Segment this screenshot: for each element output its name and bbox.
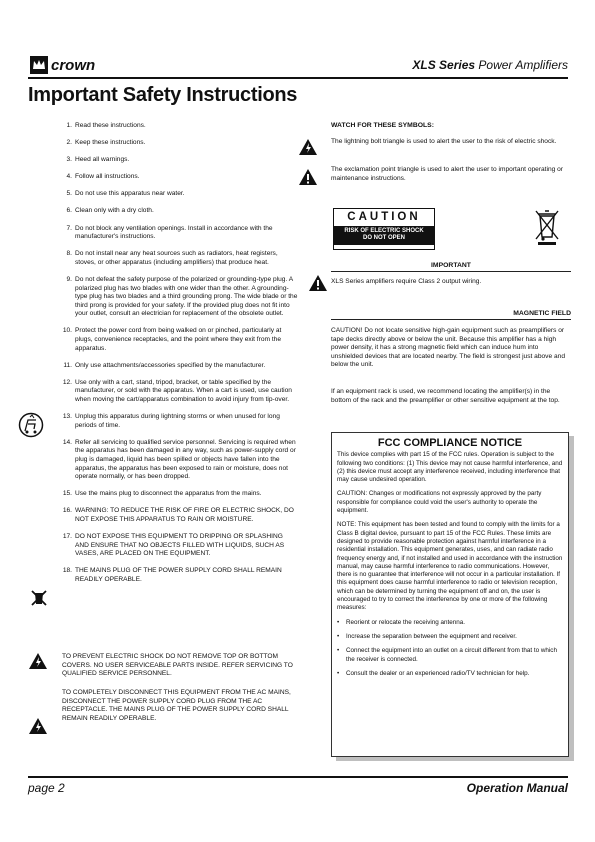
- fcc-bullet-list: [337, 619, 563, 678]
- instruction-number: 1.: [66, 122, 72, 129]
- instruction-item: [62, 122, 298, 131]
- instruction-number: 10.: [62, 327, 72, 335]
- instruction-text: DO NOT EXPOSE THIS EQUIPMENT TO DRIPPING OR SPLASHING AND ENSURE THAT NO OBJECTS FILLED WITH LIQUIDS, SUCH AS VASES, ARE PLACED ON THE EQUIPMENT.: [75, 533, 285, 558]
- instruction-text: Heed all warnings.: [75, 156, 130, 164]
- instruction-item: [62, 379, 298, 405]
- instruction-number: 15.: [62, 490, 72, 498]
- instruction-text: Use only with a cart, stand, tripod, bracket, or table specified by the manufacturer, or sold with the apparatus. When a cart is used, use caution when moving the cart/apparatus combination to avoid injury from tip-over.: [75, 378, 292, 403]
- crown-logo: [30, 54, 130, 76]
- important-rule: [331, 271, 571, 272]
- instruction-number: 9.: [66, 275, 72, 283]
- list-item: • Increase the separation between the equipment and receiver.: [337, 632, 517, 640]
- instruction-item: [62, 250, 298, 267]
- instruction-text: Refer all servicing to qualified service personnel. Servicing is required when the apparatus has been damaged in any way, such as power-supply cord or plug is damaged, liquid has been spilled or objects have fallen into the apparatus, the apparatus has been exposed to rain or moisture, does not operate normally, or has been dropped.: [75, 438, 296, 481]
- instruction-number: 3.: [66, 156, 72, 164]
- series-title: XLS Series Power Amplifiers: [412, 58, 568, 72]
- instruction-text: Only use attachments/accessories specified by the manufacturer.: [75, 361, 266, 369]
- manual-name: Operation Manual: [466, 781, 568, 795]
- footer-rule: [28, 776, 568, 778]
- instruction-item: [62, 327, 298, 353]
- instruction-text: Clean only with a dry cloth.: [75, 207, 154, 215]
- header-rule: [28, 77, 568, 79]
- instruction-text: Do not install near any heat sources such as radiators, heat registers, stoves, or other apparatus (including amplifiers) that produce heat.: [75, 250, 278, 266]
- exclamation-triangle-icon: [298, 168, 318, 186]
- fcc-title: FCC COMPLIANCE NOTICE: [377, 437, 523, 449]
- instruction-item: [62, 190, 298, 199]
- instruction-item: [62, 156, 298, 165]
- page-title: Important Safety Instructions: [28, 84, 298, 106]
- lightning-triangle-icon: [298, 138, 318, 156]
- instruction-number: 12.: [62, 378, 72, 386]
- svg-text:crown: crown: [51, 57, 96, 74]
- exclamation-triangle-icon: [308, 274, 328, 292]
- shock-warning: TO PREVENT ELECTRIC SHOCK DO NOT REMOVE TOP OR BOTTOM COVERS. NO USER SERVICEABLE PARTS INSIDE. REFER SERVICING TO QUALIFIED SERVICE PERSONNEL.: [62, 653, 293, 678]
- instruction-number: 4.: [66, 173, 72, 181]
- instruction-item: [62, 207, 298, 216]
- instruction-text: Follow all instructions.: [75, 173, 140, 181]
- instruction-item: [62, 173, 298, 182]
- fcc-paragraph-2: CAUTION: Changes or modifications not expressly approved by the party responsible for compliance could void the user's authority to operate the equipment.: [337, 490, 542, 515]
- instruction-text: Unplug this apparatus during lightning storms or when unused for long periods of time.: [75, 413, 280, 429]
- caution-line-2: DO NOT OPEN: [362, 235, 405, 242]
- list-item: • Reorient or relocate the receiving antenna.: [337, 618, 466, 626]
- list-item: • Consult the dealer or an experienced radio/TV technician for help.: [337, 669, 530, 677]
- instruction-number: 18.: [62, 567, 72, 575]
- instruction-number: 8.: [66, 250, 72, 258]
- instruction-number: 7.: [66, 224, 72, 232]
- magnetic-paragraph-1: CAUTION! Do not locate sensitive high-gain equipment such as preamplifiers or tape decks directly above or below the unit. Because this amplifier has a high power density, it has a strong magnetic field which can induce hum into unshielded devices that are located nearby. The field is strongest just above and below the unit.: [331, 327, 565, 369]
- instruction-number: 14.: [62, 438, 72, 446]
- instruction-number: 2.: [66, 139, 72, 147]
- instruction-number: 11.: [63, 361, 72, 369]
- instruction-item: [62, 225, 298, 242]
- magnetic-rule: [331, 319, 571, 320]
- caution-label: [333, 208, 435, 250]
- caution-title: CAUTION: [347, 211, 421, 223]
- exclamation-symbol-text: The exclamation point triangle is used to alert the user to important operating or maintenance instructions.: [331, 166, 564, 182]
- cart-tipover-icon: [18, 412, 44, 438]
- magnetic-heading: MAGNETIC FIELD: [513, 310, 571, 317]
- instructions-list: [62, 122, 298, 593]
- fcc-paragraph-3: NOTE: This equipment has been tested and found to comply with the limits for a Class B digital device, pursuant to part 15 of the FCC Rules. These limits are designed to provide reasonable protection against harmful interference in a residential installation. This equipment generates, uses, and can radiate radio frequency energy and, if not installed and used in accordance with the instruction manual, may cause harmful interference to radio communications. However, there is no guarantee that interference will not occur in a particular installation. If this equipment does cause harmful interference to radio or television reception, which can be determined by turning the equipment off and on, the user is encouraged to try to correct the interference by one or more of the following measures:: [337, 521, 563, 612]
- weee-bin-icon: [533, 207, 561, 247]
- magnetic-paragraph-2: If an equipment rack is used, we recommend locating the amplifier(s) in the bottom of the rack and the preamplifier or other sensitive equipment at the top.: [331, 388, 560, 404]
- no-liquids-icon: [29, 588, 49, 608]
- caution-line-1: RISK OF ELECTRIC SHOCK: [344, 228, 424, 234]
- instruction-number: 6.: [66, 207, 72, 215]
- list-item: • Connect the equipment into an outlet on a circuit different from that to which the receiver is connected.: [337, 647, 557, 663]
- instruction-text: Keep these instructions.: [75, 139, 146, 147]
- instruction-text: Read these instructions.: [75, 122, 146, 129]
- instruction-text: THE MAINS PLUG OF THE POWER SUPPLY CORD SHALL REMAIN READILY OPERABLE.: [75, 567, 282, 583]
- important-text: XLS Series amplifiers require Class 2 output wiring.: [331, 278, 482, 285]
- instruction-item: [62, 533, 298, 559]
- instruction-item: [62, 413, 298, 430]
- fcc-notice-box: [331, 432, 569, 757]
- instruction-number: 16.: [62, 507, 72, 515]
- instruction-item: [62, 507, 298, 524]
- fcc-paragraph-1: This device complies with part 15 of the FCC rules. Operation is subject to the following two conditions: (1) This device may not cause harmful interference, and (2) this device must accept any interference received, including interference that may cause undesired operation.: [337, 451, 563, 484]
- lightning-triangle-icon: [28, 717, 48, 735]
- instruction-number: 13.: [62, 413, 72, 421]
- lightning-triangle-icon: [28, 652, 48, 670]
- important-heading: IMPORTANT: [431, 262, 471, 269]
- disconnect-warning: TO COMPLETELY DISCONNECT THIS EQUIPMENT FROM THE AC MAINS, DISCONNECT THE POWER SUPPLY CORD PLUG FROM THE AC RECEPTACLE. THE MAINS PLUG OF THE POWER SUPPLY CORD SHALL REMAIN READILY OPERABLE.: [62, 689, 291, 722]
- symbols-heading: WATCH FOR THESE SYMBOLS:: [331, 122, 434, 129]
- instruction-item: [62, 362, 298, 371]
- instruction-text: WARNING: TO REDUCE THE RISK OF FIRE OR ELECTRIC SHOCK, DO NOT EXPOSE THIS APPARATUS TO RAIN OR MOISTURE.: [75, 507, 294, 523]
- lightning-symbol-text: The lightning bolt triangle is used to alert the user to the risk of electric shock.: [331, 138, 557, 145]
- instruction-item: [62, 276, 298, 319]
- instruction-item: [62, 139, 298, 148]
- instruction-number: 17.: [62, 533, 72, 540]
- instruction-text: Do not defeat the safety purpose of the polarized or grounding-type plug. A polarized plug has two blades with one wider than the other. A grounding-type plug has two blades and a third grounding prong. The wide blade or the third prong is provided for your safety. If the provided plug does not fit into your outlet, consult an electrician for replacement of the obsolete outlet.: [75, 275, 298, 318]
- instruction-item: [62, 490, 298, 499]
- instruction-text: Do not block any ventilation openings. Install in accordance with the manufacturer's instructions.: [75, 224, 273, 241]
- instruction-text: Use the mains plug to disconnect the apparatus from the mains.: [75, 490, 262, 498]
- instruction-item: [62, 439, 298, 482]
- instruction-item: [62, 567, 298, 584]
- instruction-text: Protect the power cord from being walked on or pinched, particularly at plugs, convenience receptacles, and the point where they exit from the apparatus.: [75, 327, 282, 352]
- instruction-text: Do not use this apparatus near water.: [75, 190, 185, 198]
- instruction-number: 5.: [66, 190, 72, 198]
- page-number: page 2: [28, 781, 65, 795]
